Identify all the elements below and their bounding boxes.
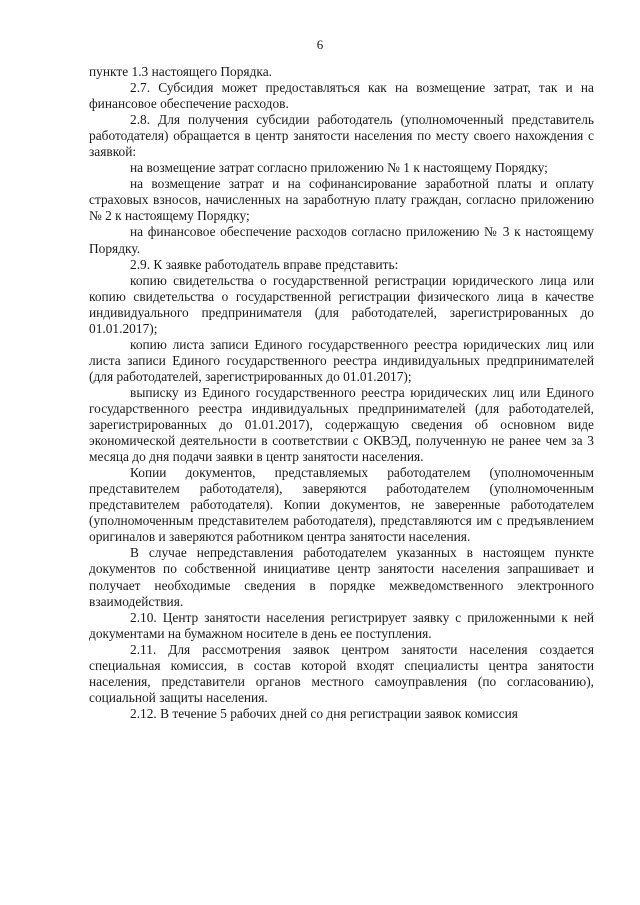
paragraph-2-8-item-1: на возмещение затрат согласно приложению № 1 к настоящему Порядку;: [130, 160, 548, 176]
page-number: 6: [316, 37, 324, 52]
paragraph-2-12: 2.12. В течение 5 рабочих дней со дня регистрации заявок комиссия: [130, 705, 518, 721]
paragraph-2-8-item-2: на возмещение затрат и на софинансирование заработной платы и оплату страховых взносов, начисленных на заработную плату граждан, согласно приложению № 2 к настоящему Порядку;: [89, 176, 594, 224]
paragraph-2-8-item-3: на финансовое обеспечение расходов согласно приложению № 3 к настоящему Порядку.: [89, 224, 594, 256]
paragraph-2-11: 2.11. Для рассмотрения заявок центром занятости населения создается специальная комиссия, в состав которой входят специалисты центра занятости населения, представители органов местного самоуправления (по согласованию), социальной защиты населения.: [89, 641, 594, 705]
paragraph-2-9-item-3: выписку из Единого государственного реестра юридических лиц или Единого государственного реестра индивидуальных предпринимателей (для работодателей, зарегистрированных до 01.01.2017), содержащую сведения об основном виде экономической деятельности в соответствии с ОКВЭД, полученную не ранее чем за 3 месяца до дня подачи заявки в центр занятости населения.: [89, 384, 594, 465]
paragraph-continuation: пункте 1.3 настоящего Порядка.: [89, 64, 272, 79]
paragraph-2-9: 2.9. К заявке работодатель вправе представить:: [130, 256, 399, 272]
paragraph-2-9-item-1: копию свидетельства о государственной регистрации юридического лица или копию свидетельства о государственной регистрации физического лица в качестве индивидуального предпринимателя (для работодателей, зарегистрированных до 01.01.2017);: [89, 272, 594, 336]
document-body: [89, 64, 594, 722]
paragraph-copies: Копии документов, представляемых работодателем (уполномоченным представителем работодателя), заверяются работодателем (уполномоченным представителем работодателя). Копии документов, не заверенные работодателем (уполномоченным представителем работодателя), представляются им с предъявлением оригиналов и заверяются работником центра занятости населения.: [89, 465, 594, 545]
paragraph-2-9-item-2: копию листа записи Единого государственного реестра юридических лиц или листа записи Единого государственного реестра индивидуальных предпринимателей (для работодателей, зарегистрированных до 01.01.2017);: [89, 336, 594, 384]
paragraph-non-submission: В случае непредставления работодателем указанных в настоящем пункте документов по собственной инициативе центр занятости населения запрашивает и получает необходимые сведения в порядке межведомственного электронного взаимодействия.: [89, 545, 594, 609]
paragraph-2-8: 2.8. Для получения субсидии работодатель (уполномоченный представитель работодателя) обращается в центр занятости населения по месту своего нахождения с заявкой:: [89, 112, 594, 160]
paragraph-2-7: 2.7. Субсидия может предоставляться как на возмещение затрат, так и на финансовое обеспечение расходов.: [89, 80, 594, 112]
paragraph-2-10: 2.10. Центр занятости населения регистрирует заявку с приложенными к ней документами на бумажном носителе в день ее поступления.: [89, 609, 594, 641]
